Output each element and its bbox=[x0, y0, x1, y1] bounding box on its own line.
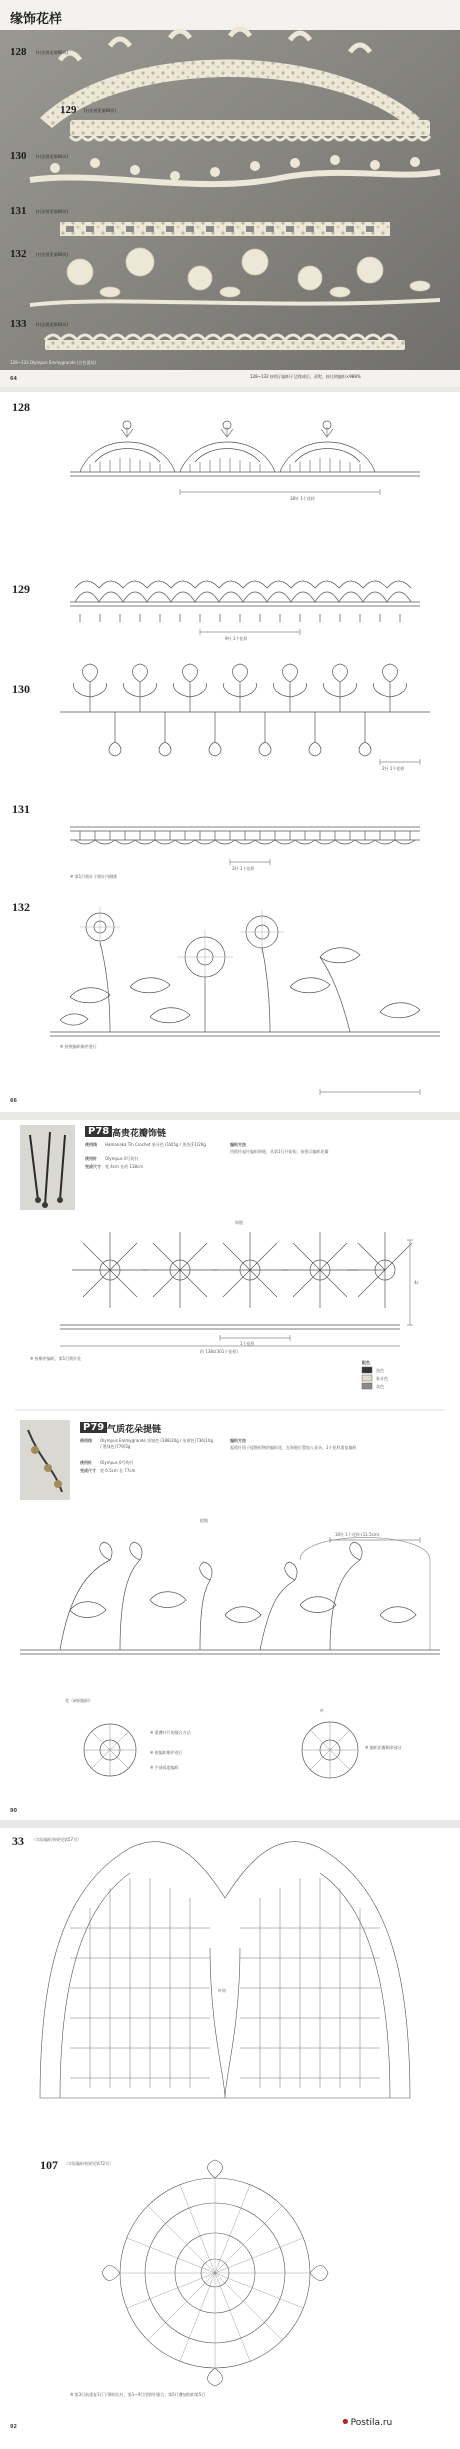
chart-extra-131: ※ 第1行锁针于锁针内侧挑 bbox=[70, 874, 118, 879]
p79-flower-label: 花（缺损编织） bbox=[65, 1698, 93, 1703]
item-caption-129: (针法图见第66页) bbox=[84, 108, 117, 113]
p78-width-label: 4c bbox=[414, 1280, 419, 1285]
chart-number-131: 131 bbox=[12, 802, 30, 816]
p78-code: P78 bbox=[85, 1126, 112, 1137]
page-number: 90 bbox=[10, 1808, 17, 1814]
chart-note-131: 3针 1个花样 bbox=[232, 866, 255, 871]
chart-number-129: 129 bbox=[12, 582, 30, 596]
chart-motif-33 bbox=[40, 1842, 410, 2098]
item-caption-133: (针法图见第64页) bbox=[36, 322, 69, 327]
p79-repeat-label: 10针 1个花样 (11.5cm) bbox=[335, 1532, 380, 1537]
p79-chart-tag: 提链 bbox=[200, 1518, 208, 1523]
legend-title: 配色 bbox=[362, 1360, 370, 1365]
p78-repeat-label: 1个花样 bbox=[240, 1341, 255, 1346]
item-number-131: 131 bbox=[10, 205, 27, 217]
p78-chart-tag: 饰链 bbox=[235, 1220, 243, 1225]
p79-leaf-label: 叶 bbox=[320, 1708, 324, 1713]
item-caption-132: (针法图见第66页) bbox=[36, 252, 69, 257]
chart-132 bbox=[50, 907, 440, 1095]
p79-material: Olympus Emmygrande 黑银色 (388)20g / 灰黄色(736)10g / 墨绿色(779)5g bbox=[100, 1438, 214, 1449]
jewelry-diagram-set bbox=[0, 1120, 460, 1820]
page-number: 92 bbox=[10, 2424, 17, 2430]
p78-method-label: 编织方法 bbox=[230, 1142, 246, 1147]
chart-p78 bbox=[60, 1232, 413, 1346]
p78-material: Hamanaka Tih Crochet 象牙色 (18)5g / 黑色(F1)20g bbox=[105, 1142, 206, 1147]
chart-131 bbox=[70, 827, 420, 865]
page-photo-plate bbox=[0, 0, 460, 387]
motif-center-label: 叶钩 bbox=[218, 1988, 226, 1993]
p78-material-label: 使用线 bbox=[85, 1142, 97, 1147]
page-motif-charts bbox=[0, 1828, 460, 2449]
p78-size: 宽 4cm 长约 138cm bbox=[105, 1164, 144, 1169]
watermark-logo bbox=[340, 2412, 393, 2433]
item-caption-128: (针法图见第66页) bbox=[36, 50, 69, 55]
page-jewelry-patterns bbox=[0, 1120, 460, 1820]
item-number-130: 130 bbox=[10, 150, 27, 162]
p78-arrow-note: ※ 按顺序编织，第1行锁针处 bbox=[30, 1356, 82, 1361]
watermark-dot-icon: • bbox=[340, 2412, 351, 2433]
motif-number-33: 33 bbox=[12, 1834, 24, 1848]
photo-p78 bbox=[20, 1125, 75, 1210]
motif-diagram-set bbox=[0, 1828, 460, 2449]
p79-note-petal: ※ 编织花瓣剩余部分 bbox=[365, 1745, 402, 1750]
p79-size: 宽 6.5cm 长 77cm bbox=[100, 1468, 136, 1473]
watermark-text: Postila.ru bbox=[350, 2418, 393, 2428]
p79-note-order: ※ 按编织顺序进行 bbox=[150, 1750, 183, 1755]
p79-tool-label: 使用针 bbox=[80, 1460, 92, 1465]
chart-motif-107 bbox=[102, 2160, 328, 2386]
legend-label-2: 灰色 bbox=[376, 1384, 384, 1389]
legend-label-1: 象牙色 bbox=[376, 1376, 388, 1381]
p78-length-note: 约 138c(301个花样) bbox=[200, 1349, 238, 1354]
chart-note-132: ※ 按照编织顺序进行 bbox=[60, 1044, 97, 1049]
photo-p79 bbox=[20, 1420, 70, 1500]
material-note-right: 128~132 按图示编织于边缘或后，蒸熨，按比例编织×988% bbox=[250, 374, 361, 379]
legend-label-0: 黑色 bbox=[376, 1368, 384, 1373]
page-number: 66 bbox=[10, 1098, 17, 1104]
p78-tool: Olympus 0号钩针 bbox=[105, 1156, 139, 1161]
item-number-128: 128 bbox=[10, 46, 27, 58]
p78-size-label: 完成尺寸 bbox=[85, 1164, 101, 1169]
page-number: 64 bbox=[10, 376, 17, 382]
edging-diagram-set bbox=[0, 392, 460, 1112]
lace-sample-133 bbox=[45, 340, 405, 350]
chart-number-128: 128 bbox=[12, 400, 30, 414]
chart-note-128: 38针 1个花样 bbox=[290, 496, 315, 501]
chart-129 bbox=[70, 581, 420, 635]
chart-128 bbox=[70, 421, 420, 495]
chart-note-129: 9针 1个花样 bbox=[225, 636, 248, 641]
material-note-left: 128~133 Olympus Emmygrande (白色蕾丝) bbox=[10, 360, 97, 365]
motif-caption-33: （实际编织效果见第57页） bbox=[32, 1837, 82, 1842]
motif-caption-107: （实际编织效果见第72页） bbox=[64, 2161, 114, 2166]
chart-p79 bbox=[20, 1537, 440, 1778]
p79-method-label: 编织方法 bbox=[230, 1438, 246, 1443]
chart-130 bbox=[60, 664, 430, 765]
item-number-132: 132 bbox=[10, 248, 27, 260]
p79-material-label: 使用线 bbox=[80, 1438, 92, 1443]
chart-note-130: 2针 1个花样 bbox=[382, 766, 405, 771]
chart-number-130: 130 bbox=[12, 682, 30, 696]
p79-tool: Olympus 0号钩针 bbox=[100, 1460, 134, 1465]
p79-method: 起锁针钩于提链织物的编织花，在饰链位置加入花朵，1个花样重复编织 bbox=[230, 1445, 357, 1450]
p78-method: 用锁针起针编织饰链，从第1行开始钩，按图示编织花瓣 bbox=[230, 1149, 329, 1154]
page-edging-charts bbox=[0, 392, 460, 1112]
item-caption-130: (针法图见第66页) bbox=[36, 154, 69, 159]
p79-note-sew: ※ 重叠叶片的缝合方法 bbox=[150, 1730, 191, 1735]
legend-swatches bbox=[362, 1367, 372, 1389]
item-number-133: 133 bbox=[10, 318, 27, 330]
p78-tool-label: 使用针 bbox=[85, 1156, 97, 1161]
chart-number-132: 132 bbox=[12, 900, 30, 914]
motif-footnote: ※ 第3行前重复1行下侧的长针，第1~4行用锁针缝合；第5行叠加钩织第5行 bbox=[70, 2392, 206, 2397]
p79-size-label: 完成尺寸 bbox=[80, 1468, 96, 1473]
plate-title: 缘饰花样 bbox=[10, 12, 63, 27]
item-number-129: 129 bbox=[60, 104, 77, 116]
p78-name: 高贵花瓣饰链 bbox=[112, 1129, 167, 1139]
p79-name: 气质花朵提链 bbox=[107, 1425, 162, 1435]
p79-code: P79 bbox=[80, 1422, 107, 1433]
p79-note-curve: ※ 手部弧度编织 bbox=[150, 1765, 179, 1770]
item-caption-131: (针法图见第66页) bbox=[36, 209, 69, 214]
motif-number-107: 107 bbox=[40, 2158, 58, 2172]
photo-background bbox=[0, 0, 460, 387]
